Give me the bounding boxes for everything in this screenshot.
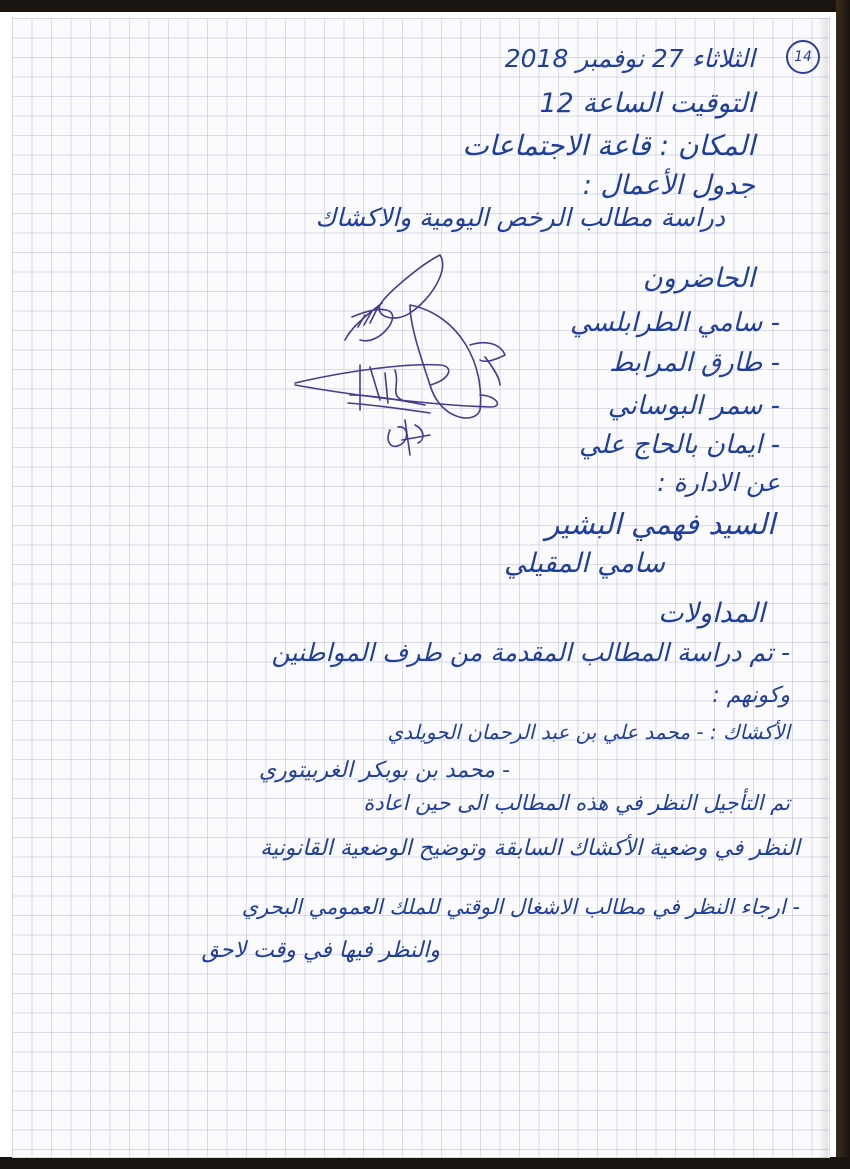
present-member: - طارق المرابط [609,348,780,378]
scan-edge-bottom [0,1157,850,1169]
page-number: 14 [794,49,812,65]
present-member: - سامي الطرابلسي [570,308,780,338]
deliberations-title: المداولات [658,598,765,629]
signature-scribbles [290,245,530,460]
admin-title: عن الادارة : [657,468,780,497]
admin-member: السيد فهمي البشير [545,507,775,541]
present-title: الحاضرون [642,263,755,294]
time-line: التوقيت الساعة 12 [539,88,755,119]
scan-edge-right [836,0,850,1169]
deliberation-line: - تم دراسة المطالب المقدمة من طرف المواطنين [271,638,790,667]
present-member: - سمر البوساني [607,391,780,421]
deliberation-line: الأكشاك : - محمد علي بن عبد الرحمان الحويلدي [387,720,790,744]
deliberation-line: - محمد بن بوبكر الغربيتوري [258,758,510,783]
present-member: - ايمان بالحاج علي [578,430,780,460]
deliberation-line: النظر في وضعية الأكشاك السابقة وتوضيح الوضعية القانونية [260,836,800,861]
scan-edge-top [0,0,850,12]
agenda-title: جدول الأعمال : [582,170,755,201]
page-number-badge [786,40,820,74]
place-line: المكان : قاعة الاجتماعات [462,129,755,162]
deliberation-line: تم التأجيل النظر في هذه المطالب الى حين اعادة [363,791,790,815]
deliberation-line: والنظر فيها في وقت لاحق [201,938,440,963]
agenda-item: دراسة مطالب الرخص اليومية والاكشاك [315,203,725,232]
binding-shadow [818,18,828,1158]
deliberation-line: وكونهم : [712,683,790,708]
date-line: الثلاثاء 27 نوفمبر 2018 [504,44,755,73]
admin-member: سامي المقيلي [504,548,665,579]
deliberation-line: - ارجاء النظر في مطالب الاشغال الوقتي للملك العمومي البحري [241,895,800,919]
